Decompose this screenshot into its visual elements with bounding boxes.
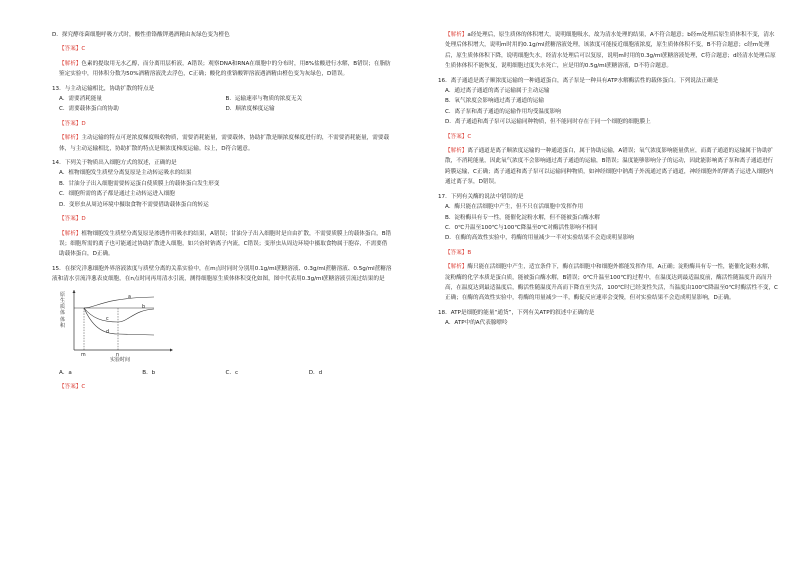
- q13-stem: 13．与主动运输相比，协助扩散的特点是: [52, 85, 155, 92]
- q15-option-b: B．b: [142, 369, 156, 376]
- q14-option-c: C．细胞所需的离子都是通过主动转运进入细胞: [59, 191, 175, 198]
- q16-stem: 16．离子通道是离子顺浓度运输的一种通道蛋白，离子泵是一种具有ATP水解酶活性的载体蛋白。下列说法正确是: [438, 77, 719, 84]
- q13-option-b: B．运输速率与物质的浓度无关: [225, 96, 303, 103]
- q13-options-row2: [52, 104, 392, 114]
- q15-answer: 【答案】C: [59, 383, 86, 390]
- q17-answer: 【答案】B: [445, 249, 472, 256]
- q13-explanation: 【解析】主动运输的特点可逆浓度梯度吸收物质，需要消耗能量，需要载体，协助扩散是顺浓度梯度进行的，不需要消耗能量，需要载体，与主动运输相比，协助扩散的特点是顺浓度梯度运输。综上，D符合题意。: [59, 135, 390, 152]
- q15-xlabel: 实验时间: [110, 356, 131, 363]
- q16-option-a: A．通过离子通道的离子运输属于主动运输: [445, 88, 550, 95]
- right-column: [438, 30, 778, 329]
- q12-explanation: 【解析】色素的提取用无水乙醇，而分离用层析液，A错误；观察DNA和RNA在细胞中的分布时，用8%盐酸进行水解，B错误；在脂肪鉴定实验中，用体积分数为50%酒精溶液洗去浮色，C正确；酸化的重铬酸钾溶液遇酒精由橙色变为灰绿色，D错误。: [59, 60, 391, 78]
- q15-explanation: 【解析】a经处理后，原生质体的体积增大，说明细胞吸水，故为清水处理的结果，A不符合题意；b经m处理后原生质体积不变，清水处理后体积增大，说明m时用的0.1g/ml蔗糖溶液处理，该浓度可能接近细胞液浓度，原生质体体积不变，B不符合题意；c经m处理后，原生质体体积下降，说明细胞失水，经清水处理后可以复原，说明m时用的0.3g/ml蔗糖溶液处理，C符合题意；d经清水处理后原生质体体积不能恢复，说明细胞过度失水死亡，应是用的0.5g/ml蔗糖溶液，D不符合题意。: [445, 32, 776, 70]
- q13-option-d: D．顺浓度梯度运输: [225, 106, 275, 113]
- q14-option-b: B．甘油分子出入细胞需要转运蛋白使质膜上的载体蛋白发生形变: [59, 180, 220, 187]
- q16-explanation: 【解析】离子通道是离子顺浓度运输的一种通道蛋白，属于协助运输，A错误；氧气浓度影响能量供应，而离子通道的运输属于协助扩散，不消耗能量，因此氧气浓度不会影响通过离子通道的运输，B错误；温度能够影响分子的运动，因此能影响离子泵和离子通道进行跨膜运输，C正确；离子通道和离子泵可以运输同种物质，如神经细胞中钠离子外流通过离子通道，神经细胞外的钾离子运进入细胞内通过离子泵，D错误。: [445, 148, 774, 186]
- label-curve-c: c: [106, 316, 109, 322]
- q14-option-a: A．植物细胞发生质壁分离复原是主动转运吸水的结果: [59, 170, 192, 177]
- q16-answer: 【答案】C: [445, 133, 472, 140]
- q13-answer: 【答案】D: [59, 120, 86, 127]
- left-column: [52, 30, 392, 392]
- q16-option-d: D．离子通道和离子泵可以运输同种物质，但不能同时存在于同一个细胞的细胞膜上: [445, 119, 651, 126]
- q14-explanation: 【解析】植物细胞发生质壁分离复原是渗透作用吸水的结果，A错误；甘油分子出入细胞时是自由扩散，不需要质膜上的载体蛋白，B错误；细胞所需的离子也可能通过协助扩散进入细胞，如兴奋时钠离子内流，C错误；变形虫从周边环境中摄取食物属于胞吞，不需要借助载体蛋白，D正确。: [59, 230, 392, 258]
- q13-option-c: C．需要载体蛋白的协助: [59, 106, 119, 113]
- x-axis-arrow: [170, 348, 173, 351]
- label-n: n: [116, 352, 120, 358]
- q15-option-c: C．c: [225, 369, 239, 376]
- q17-option-c: C．0℃升温至100℃与100℃降温至0℃对酶活性影响不相同: [445, 224, 598, 231]
- q17-explanation: 【解析】酶只能在活细胞中产生，适宜条件下，酶在活细胞中和细胞外都能发挥作用，A正确；淀粉酶具有专一性，能催化淀粉水解，淀粉酶的化学本质是蛋白质，能被蛋白酶水解，B错误；0℃升温至100℃的过程中，在温度达到最适温度前，酶活性随温度升高而升高，在温度达到最适温度后，酶活性随温度升高而下降直至失活，100℃时已经变性失活，当温度由100℃降温至0℃时酶活性不变，C正确；在酶的高效性实验中，将酶的用量减少一半，酶促反应速率会变慢，但对实验结果不会造成明显影响，D正确。: [445, 264, 778, 302]
- q15-option-d: D．d: [308, 369, 323, 376]
- label-curve-a: a: [128, 294, 131, 300]
- q11-option-d: D．探究酵母菌细胞呼吸方式时，酸性重铬酸钾遇酒精由灰绿色变为橙色: [52, 32, 230, 38]
- q13-option-a: A．需要消耗能量: [59, 96, 102, 103]
- q15-option-a: A．a: [59, 369, 72, 376]
- q12-answer: 【答案】C: [59, 46, 86, 53]
- q14-stem: 14．下列关于物质出入细胞方式的叙述，正确的是: [52, 160, 177, 167]
- q15-stem: 15．在探究洋葱细胞外界溶液浓度与质壁分离的关系实验中，在m点时同时分别用0.1g/ml蔗糖溶液、0.3g/ml蔗糖溶液、0.5g/ml蔗糖溶液和清水引流洋葱表皮细胞，在n点时同再用清水引流，测得细胞原生质体体积变化如图，图中代表用0.3g/ml蔗糖溶液引流过结果的是: [52, 265, 392, 283]
- q17-option-b: B．淀粉酶具有专一性，能催化淀粉水解，但不能被蛋白酶水解: [445, 214, 600, 221]
- q17-stem: 17．下列有关酶的说法中错误的是: [438, 193, 524, 200]
- label-curve-b: b: [142, 304, 146, 310]
- q14-answer: 【答案】D: [59, 216, 86, 223]
- q18-stem: 18．ATP是细胞的能量“通货”，下列有关ATP的叙述中正确的是: [438, 309, 595, 316]
- label-m: m: [81, 352, 86, 358]
- q17-option-d: D．在酶的高效性实验中，将酶的用量减少一半对实验结果不会造成明显影响: [445, 235, 634, 242]
- y-axis-arrow: [73, 290, 76, 293]
- q15-figure: [58, 288, 178, 364]
- q13-options-row1: [52, 94, 392, 104]
- q17-option-a: A．酶只能在活细胞中产生，但不只在活细胞中发挥作用: [445, 204, 584, 211]
- q15-options: [52, 368, 392, 378]
- q16-option-b: B．氧气浓度会影响通过离子通道的运输: [445, 98, 544, 105]
- label-curve-d: d: [106, 329, 110, 335]
- q14-option-d: D．变形虫从周边环境中摄取食物不需要借助载体蛋白的转运: [59, 201, 209, 208]
- q15-ylabel: 原生质体体积: [60, 291, 66, 330]
- q16-option-c: C．离子泵和离子通道的运输作用均受温度影响: [445, 108, 561, 115]
- q18-option-a: A．ATP中的A代表腺嘌呤: [445, 320, 508, 327]
